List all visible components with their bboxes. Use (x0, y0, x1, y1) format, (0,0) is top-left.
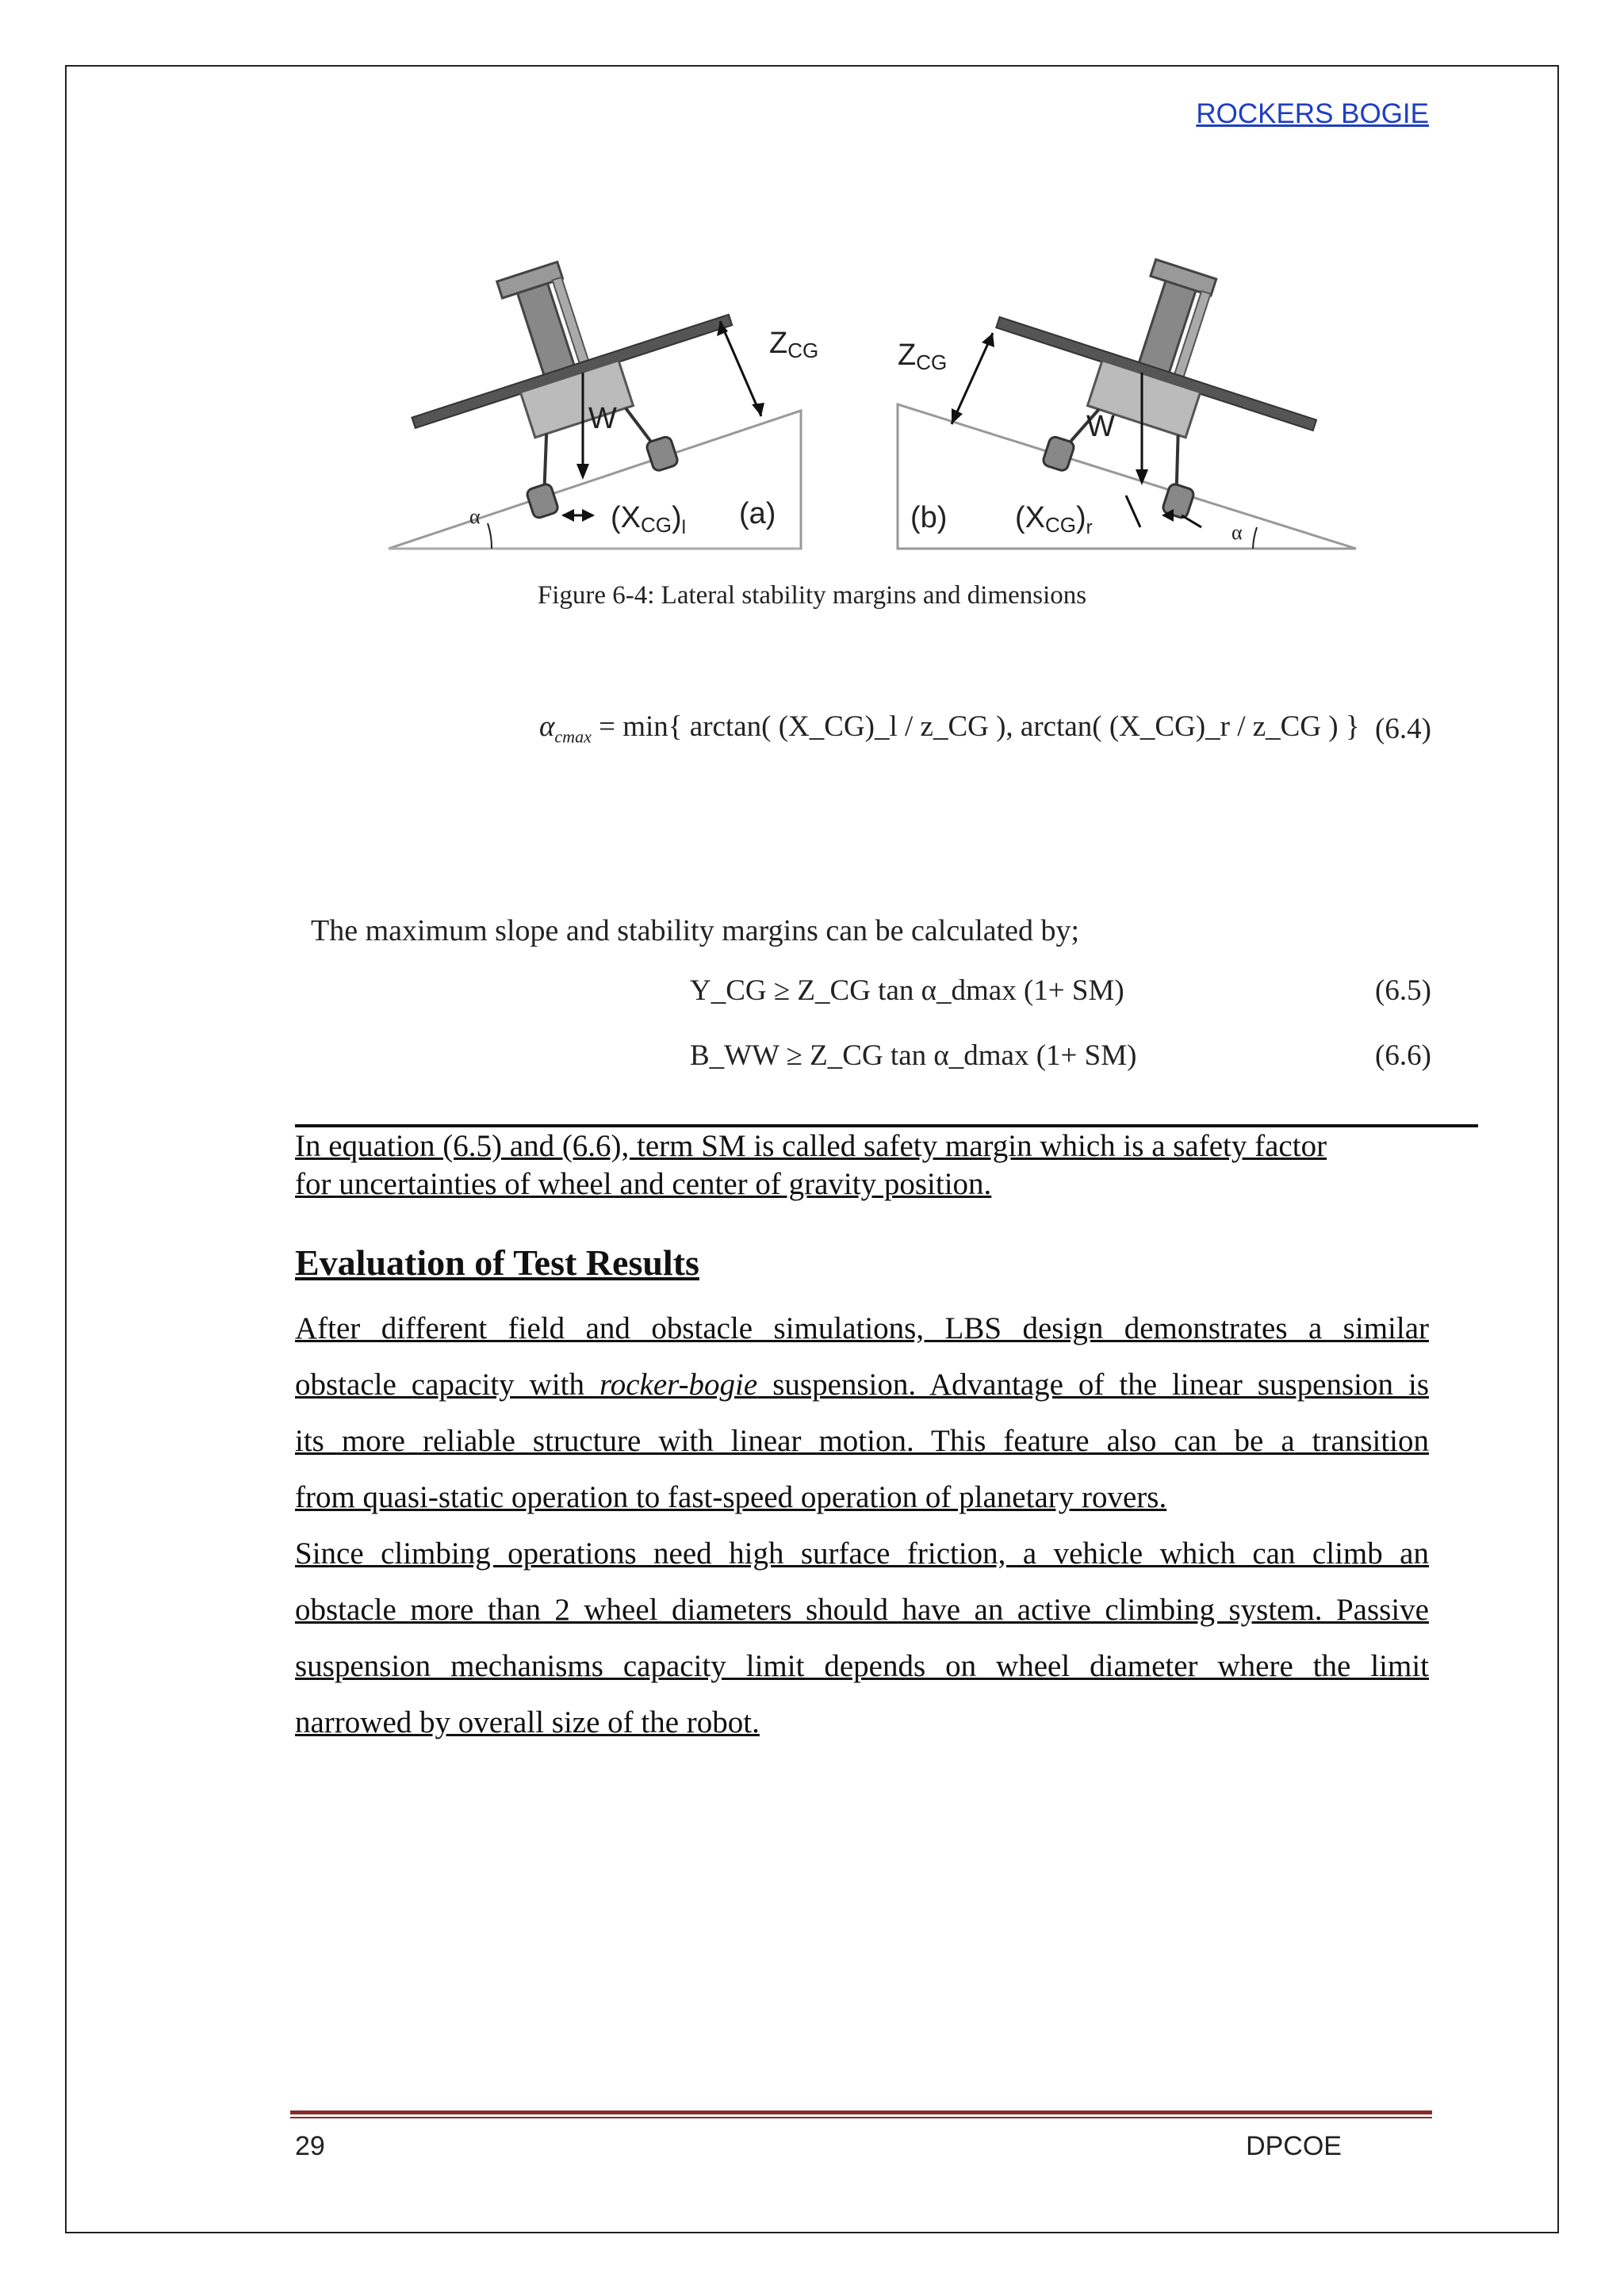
svg-text:(XCG)r (1015, 501, 1093, 538)
safety-margin-note-line-2: for uncertainties of wheel and center of gravity position. (295, 1167, 992, 1201)
page-number: 29 (295, 2131, 325, 2161)
weight-label-a: W (588, 402, 617, 435)
alpha-label-a: α (469, 505, 481, 528)
eq4-lhs-sub: cmax (554, 726, 592, 747)
equation-6-6: B_WW ≥ Z_CG tan α_dmax (1+ SM) (690, 1039, 1137, 1072)
body-line: its more reliable structure with linear motion. This feature also can be a transition (295, 1424, 1429, 1458)
footer-institution: DPCOE (1246, 2131, 1342, 2161)
lateral-stability-figure (381, 254, 1380, 555)
section-heading: Evaluation of Test Results (295, 1242, 699, 1283)
equation-6-4 (539, 710, 1360, 747)
zcg-label-a: Z (769, 327, 788, 360)
eq4-lhs: α (539, 710, 555, 743)
weight-label-b: W (1086, 410, 1115, 443)
alpha-label-b: α (1231, 521, 1243, 544)
figure-label-a: (a) (739, 497, 776, 530)
svg-text:ZCG (898, 339, 947, 374)
eq-number-6-6: (6.6) (1375, 1039, 1431, 1072)
xcg-left-idx: l (681, 517, 686, 538)
body-line: from quasi-static operation to fast-speed operation of planetary rovers. (295, 1480, 1167, 1514)
safety-margin-note-line-1: In equation (6.5) and (6.6), term SM is called safety margin which is a safety factor (295, 1129, 1327, 1163)
figure-part-a (381, 254, 818, 549)
body-line: narrowed by overall size of the robot. (295, 1705, 760, 1739)
equation-intro: The maximum slope and stability margins can be calculated by; (311, 914, 1080, 947)
footer-rule (290, 2110, 1432, 2114)
figure-part-b (898, 254, 1356, 549)
eq-number-6-5: (6.5) (1375, 974, 1431, 1007)
figure-caption: Figure 6-4: Lateral stability margins and dimensions (537, 581, 1087, 610)
figure-label-b: (b) (910, 501, 948, 534)
eq4-body: = min{ arctan( (X_CG)_l / z_CG ), arctan( (X_CG)_r / z_CG ) } (599, 710, 1360, 743)
xcg-left-close: ) (672, 501, 682, 534)
svg-text:ZCG (769, 327, 818, 362)
body-line: Since climbing operations need high surface friction, a vehicle which can climb an (295, 1536, 1429, 1571)
footer-rule-thin (290, 2117, 1432, 2118)
body-line (295, 1357, 1429, 1414)
xcg-right-sub: CG (1045, 513, 1076, 537)
equation-6-5: Y_CG ≥ Z_CG tan α_dmax (1+ SM) (690, 974, 1124, 1007)
xcg-left-label: (X (611, 501, 641, 534)
body-text: obstacle capacity with (295, 1368, 600, 1402)
body-line: suspension mechanisms capacity limit depends on wheel diameter where the limit (295, 1649, 1429, 1683)
xcg-right-idx: r (1086, 517, 1093, 538)
body-line: After different field and obstacle simulations, LBS design demonstrates a similar (295, 1311, 1429, 1345)
zcg-label-b: Z (898, 339, 917, 372)
body-line: obstacle more than 2 wheel diameters should have an active climbing system. Passive (295, 1593, 1429, 1627)
rocker-bogie-term: rocker-bogie (599, 1368, 758, 1402)
zcg-sub-b: CG (916, 350, 948, 374)
running-header: ROCKERS BOGIE (1196, 98, 1429, 129)
xcg-left-sub: CG (641, 513, 672, 537)
xcg-right-label: (X (1015, 501, 1045, 534)
zcg-sub-a: CG (787, 339, 819, 362)
body-text: suspension. Advantage of the linear suspension is (757, 1368, 1429, 1402)
svg-text:(XCG)l (611, 501, 686, 538)
eq-number-6-4: (6.4) (1375, 713, 1431, 745)
xcg-right-close: ) (1076, 501, 1086, 534)
